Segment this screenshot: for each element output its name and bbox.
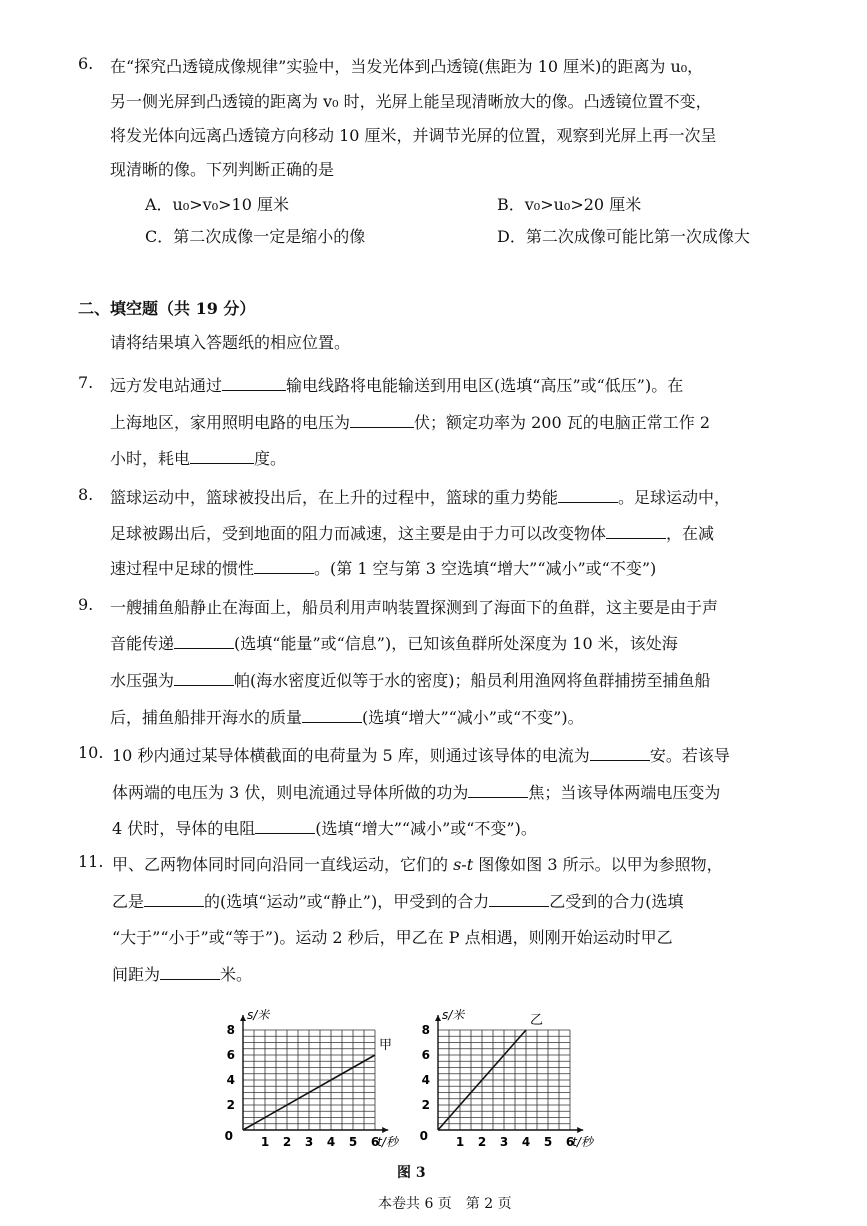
question-number: 9.	[78, 595, 94, 614]
y-tick-label: 2	[421, 1098, 430, 1112]
y-tick-label: 6	[421, 1048, 430, 1062]
answer-blank[interactable]	[468, 783, 528, 798]
question-text: 一艘捕鱼船静止在海面上，船员利用声呐装置探测到了海面下的鱼群，这主要是由于声	[110, 598, 719, 617]
question-text: 音能传递 (选填“能量”或“信息”)，已知该鱼群所处深度为 10 米，该处海	[110, 634, 678, 653]
x-axis-label: t/秒	[377, 1135, 398, 1149]
y-tick-label: 6	[226, 1048, 235, 1062]
question-number: 6.	[78, 54, 94, 73]
x-axis-arrow	[382, 1127, 388, 1133]
section-instruction: 请将结果填入答题纸的相应位置。	[110, 333, 351, 352]
answer-blank[interactable]	[558, 488, 618, 503]
question-text: 后，捕鱼船排开海水的质量 (选填“增大”“减小”或“不变”)。	[110, 708, 584, 727]
y-tick-label: 4	[226, 1073, 235, 1087]
x-tick-label: 4	[521, 1135, 531, 1149]
question-text: 乙是 的(选填“运动”或“静止”)，甲受到的合力 乙受到的合力(选填	[112, 892, 684, 911]
question-text: 甲、乙两物体同时同向沿同一直线运动，它们的 s-t 图像如图 3 所示。以甲为参照物，	[112, 855, 723, 874]
option-b: B．v₀>u₀>20 厘米	[497, 195, 642, 214]
question-text: 速过程中足球的惯性 。(第 1 空与第 3 空选填“增大”“减小”或“不变”)	[110, 559, 657, 578]
origin-label: 0	[419, 1129, 428, 1143]
y-axis-arrow	[435, 1015, 441, 1021]
question-text: 小时，耗电 度。	[110, 449, 287, 468]
x-tick-label: 1	[260, 1135, 270, 1149]
series-label: 乙	[530, 1013, 544, 1028]
x-tick-label: 6	[370, 1135, 380, 1149]
question-text: 间距为 米。	[112, 965, 253, 984]
answer-blank[interactable]	[302, 708, 362, 723]
option-d: D．第二次成像可能比第一次成像大	[497, 227, 750, 246]
y-axis-label: s/米	[247, 1008, 270, 1022]
x-tick-label: 1	[455, 1135, 465, 1149]
question-text: 上海地区，家用照明电路的电压为 伏；额定功率为 200 瓦的电脑正常工作 2	[110, 413, 710, 432]
question-text: “大于”“小于”或“等于”)。运动 2 秒后，甲乙在 P 点相遇，则刚开始运动时甲乙	[112, 928, 673, 947]
question-text: 体两端的电压为 3 伏，则电流通过导体所做的功为 焦；当该导体两端电压变为	[112, 783, 721, 802]
x-tick-label: 4	[326, 1135, 336, 1149]
question-text: 远方发电站通过 输电线路将电能输送到用电区(选填“高压”或“低压”)。在	[110, 376, 684, 395]
question-number: 8.	[78, 485, 94, 504]
y-axis-label: s/米	[442, 1008, 465, 1022]
answer-blank[interactable]	[174, 634, 234, 649]
x-tick-label: 5	[543, 1135, 553, 1149]
answer-blank[interactable]	[255, 819, 315, 834]
answer-blank[interactable]	[144, 892, 204, 907]
option-a: A．u₀>v₀>10 厘米	[145, 195, 289, 214]
answer-blank[interactable]	[350, 413, 414, 428]
series-label: 甲	[379, 1038, 393, 1053]
figure-caption: 图 3	[397, 1165, 426, 1181]
x-tick-label: 2	[477, 1135, 487, 1149]
question-number: 7.	[78, 373, 94, 392]
answer-blank[interactable]	[160, 965, 220, 980]
answer-blank[interactable]	[174, 671, 234, 686]
answer-blank[interactable]	[190, 449, 254, 464]
page-footer: 本卷共 6 页 第 2 页	[378, 1196, 512, 1212]
question-text: 现清晰的像。下列判断正确的是	[110, 160, 335, 179]
section-title: 二、填空题（共 19 分）	[78, 299, 256, 318]
answer-blank[interactable]	[590, 746, 650, 761]
x-tick-label: 3	[304, 1135, 314, 1149]
x-tick-label: 5	[348, 1135, 358, 1149]
x-tick-label: 2	[282, 1135, 292, 1149]
question-text: 10 秒内通过某导体横截面的电荷量为 5 库，则通过该导体的电流为 安。若该导	[112, 746, 730, 765]
answer-blank[interactable]	[222, 376, 286, 391]
answer-blank[interactable]	[254, 559, 314, 574]
question-text: 另一侧光屏到凸透镜的距离为 v₀ 时，光屏上能呈现清晰放大的像。凸透镜位置不变，	[110, 92, 712, 111]
question-text: 在“探究凸透镜成像规律”实验中，当发光体到凸透镜(焦距为 10 厘米)的距离为 u₀，	[110, 57, 704, 76]
x-tick-label: 3	[499, 1135, 509, 1149]
x-axis-label: t/秒	[572, 1135, 593, 1149]
question-number: 10.	[78, 743, 104, 762]
answer-blank[interactable]	[606, 524, 666, 539]
question-text: 篮球运动中，篮球被投出后，在上升的过程中，篮球的重力势能 。足球运动中，	[110, 488, 731, 507]
st-graph-yi	[413, 1005, 613, 1155]
y-axis-arrow	[240, 1015, 246, 1021]
question-text: 水压强为 帕(海水密度近似等于水的密度)；船员利用渔网将鱼群捕捞至捕鱼船	[110, 671, 711, 690]
y-tick-label: 8	[421, 1023, 430, 1037]
y-tick-label: 2	[226, 1098, 235, 1112]
answer-blank[interactable]	[489, 892, 549, 907]
y-tick-label: 4	[421, 1073, 430, 1087]
question-text: 4 伏时，导体的电阻 (选填“增大”“减小”或“不变”)。	[112, 819, 537, 838]
origin-label: 0	[224, 1129, 233, 1143]
question-number: 11.	[78, 852, 104, 871]
x-tick-label: 6	[565, 1135, 575, 1149]
question-text: 将发光体向远离凸透镜方向移动 10 厘米，并调节光屏的位置，观察到光屏上再一次呈	[110, 126, 717, 145]
option-c: C．第二次成像一定是缩小的像	[145, 227, 366, 246]
y-tick-label: 8	[226, 1023, 235, 1037]
x-axis-arrow	[577, 1127, 583, 1133]
st-graph-jia	[218, 1005, 418, 1155]
question-text: 足球被踢出后，受到地面的阻力而减速，这主要是由于力可以改变物体 ，在减	[110, 524, 715, 543]
